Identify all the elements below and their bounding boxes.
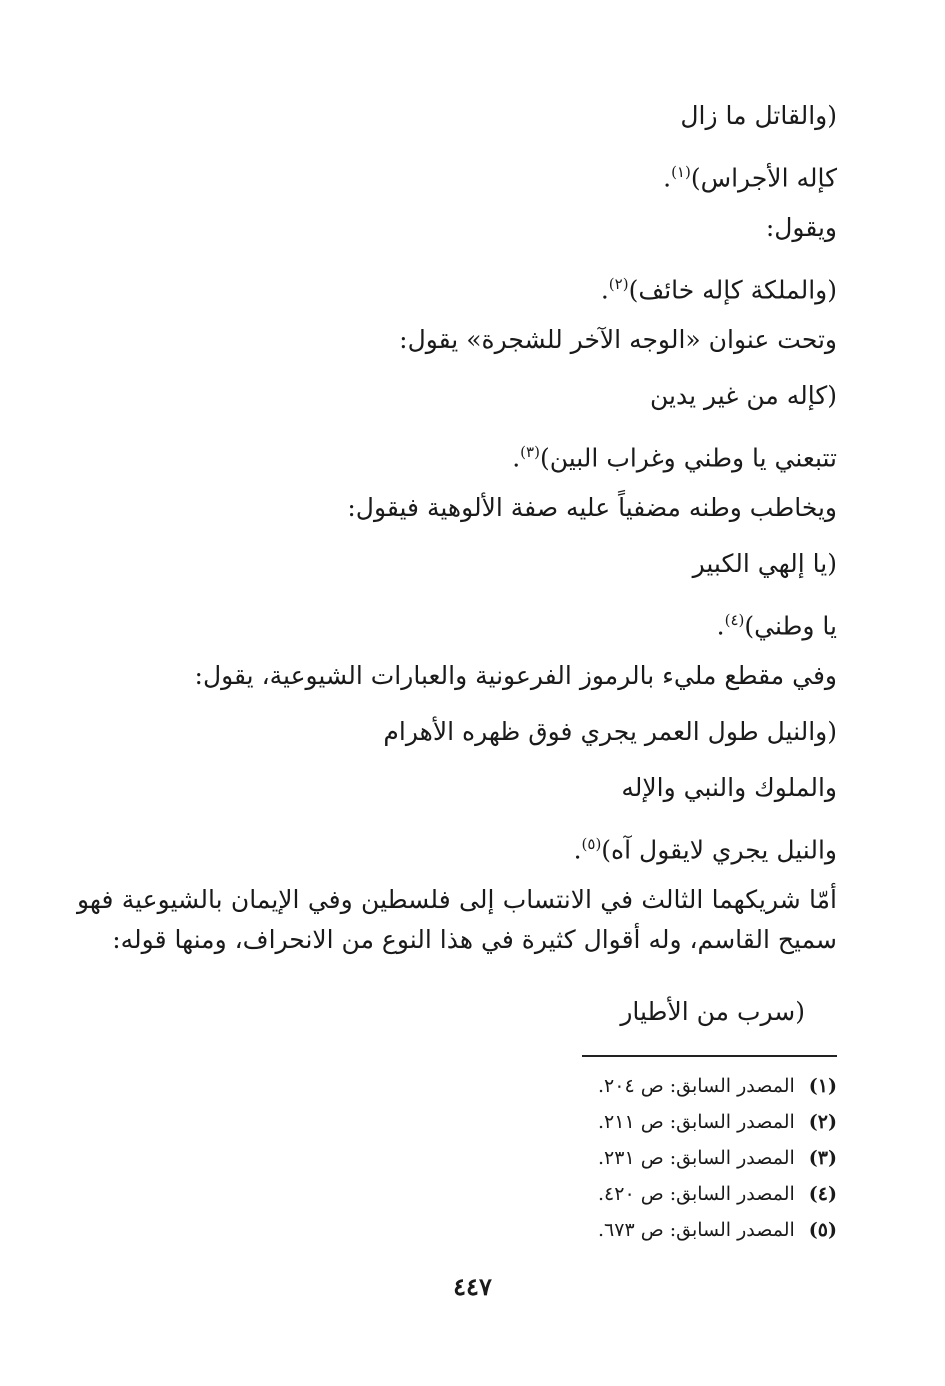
verse-line: (والملكة كإله خائف)$^{(٢)}$. <box>600 275 837 305</box>
footnote <box>337 1176 837 1212</box>
verse-line: (والنيل طول العمر يجري فوق ظهره الأهرام <box>383 717 837 746</box>
footnote <box>337 1212 837 1248</box>
verse-line: يا وطني)$^{(٤)}$. <box>716 611 837 641</box>
footnote-ref: (٢) <box>608 275 629 293</box>
footnote-text: المصدر السابق: ص ٢١١. <box>598 1111 795 1133</box>
footnote-ref: (٥) <box>581 835 602 853</box>
footnote <box>337 1140 837 1176</box>
footnote-separator <box>582 1055 837 1057</box>
verse-line: تتبعني يا وطني وغراب البين)$^{(٣)}$. <box>512 443 837 473</box>
main-text <box>77 88 837 1040</box>
footnote <box>337 1104 837 1140</box>
prose-line: وتحت عنوان «الوجه الآخر للشجرة» يقول: <box>399 325 837 354</box>
prose-line: وفي مقطع مليء بالرموز الفرعونية والعبارات الشيوعية، يقول: <box>194 661 837 690</box>
footnote-number: (٤) <box>808 1183 837 1205</box>
prose-line: ويخاطب وطنه مضفياً عليه صفة الألوهية فيقول: <box>347 493 837 522</box>
footnote-number: (٢) <box>808 1111 837 1133</box>
page-number: ٤٤٧ <box>453 1272 492 1301</box>
verse-line: والنيل يجري لايقول آه)$^{(٥)}$. <box>573 835 837 865</box>
footnotes <box>337 1068 837 1248</box>
footnote-ref: (٤) <box>724 611 745 629</box>
verse-line: (والقاتل ما زال <box>680 101 837 130</box>
prose-line: ويقول: <box>765 213 837 242</box>
body-paragraph: أمّا شريكهما الثالث في الانتساب إلى فلسطين وفي الإيمان بالشيوعية فهو سميح القاسم، وله أقوال كثيرة في هذا النوع من الانحراف، ومنها قوله: <box>77 885 837 954</box>
footnote-number: (٥) <box>808 1219 837 1241</box>
verse-line: والملوك والنبي والإله <box>621 773 837 802</box>
footnote-text: المصدر السابق: ص ٢٣١. <box>598 1147 795 1169</box>
footnote-ref: (١) <box>671 163 691 181</box>
verse-line: كإله الأجراس)$^{(١)}$. <box>663 163 837 193</box>
footnote-ref: (٣) <box>520 443 540 461</box>
footnote-number: (١) <box>808 1075 837 1097</box>
verse-line: (يا إلهي الكبير <box>692 549 837 578</box>
footnote-text: المصدر السابق: ص ٢٠٤. <box>598 1075 795 1097</box>
footnote <box>337 1068 837 1104</box>
footnote-text: المصدر السابق: ص ٦٧٣. <box>598 1219 795 1241</box>
verse-line: (سرب من الأطيار <box>620 997 805 1026</box>
verse-line: (كإله من غير يدين <box>649 381 837 410</box>
footnote-text: المصدر السابق: ص ٤٢٠. <box>598 1183 795 1205</box>
footnote-number: (٣) <box>808 1147 837 1169</box>
